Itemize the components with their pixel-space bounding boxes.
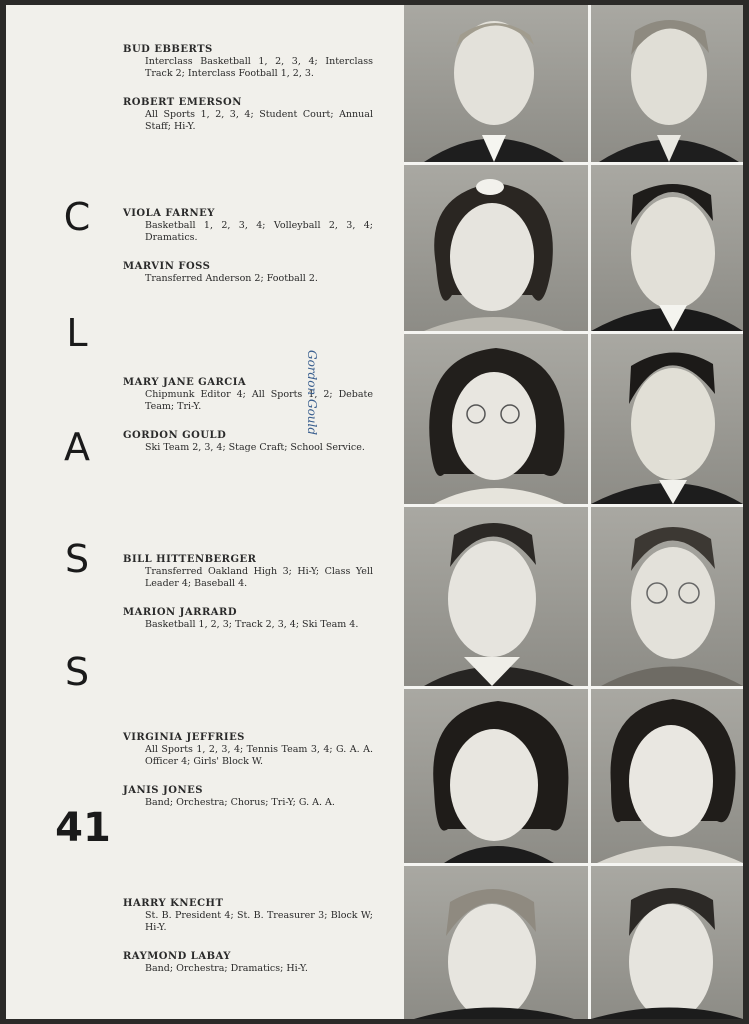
student-name: GORDON GOULD bbox=[123, 430, 227, 441]
handwritten-signature: Gordon Gould bbox=[305, 350, 319, 436]
portrait-photo bbox=[404, 334, 588, 504]
student-entry bbox=[123, 784, 373, 809]
student-name: MARY JANE GARCIA bbox=[123, 377, 247, 388]
student-activities: St. B. President 4; St. B. Treasurer 3; Block W; Hi-Y. bbox=[145, 910, 373, 933]
student-name: BUD EBBERTS bbox=[123, 44, 213, 55]
student-name: JANIS JONES bbox=[123, 785, 203, 796]
student-activities: All Sports 1, 2, 3, 4; Tennis Team 3, 4; G. A. A. Officer 4; Girls' Block W. bbox=[145, 744, 373, 767]
portrait-photo bbox=[404, 866, 588, 1019]
portrait-photo bbox=[591, 165, 743, 331]
student-name: HARRY KNECHT bbox=[123, 898, 224, 909]
student-entry bbox=[123, 207, 373, 244]
student-entry bbox=[123, 606, 373, 631]
yearbook-page bbox=[6, 5, 743, 1019]
portrait-photo bbox=[591, 507, 743, 686]
heading-year: 41 bbox=[55, 805, 111, 851]
student-activities: Band; Orchestra; Dramatics; Hi-Y. bbox=[145, 963, 308, 974]
student-name: ROBERT EMERSON bbox=[123, 97, 242, 108]
heading-letter-c: C bbox=[63, 195, 91, 239]
student-entry bbox=[123, 96, 373, 133]
student-entry bbox=[123, 731, 373, 768]
portrait-photo bbox=[591, 5, 743, 162]
student-entry bbox=[123, 376, 373, 413]
heading-letter-l: L bbox=[66, 311, 88, 355]
student-name: VIRGINIA JEFFRIES bbox=[123, 732, 245, 743]
heading-letter-s1: S bbox=[64, 537, 90, 581]
portrait-photo bbox=[591, 334, 743, 504]
student-activities: All Sports 1, 2, 3, 4; Student Court; Annual Staff; Hi-Y. bbox=[145, 109, 373, 132]
portrait-photo bbox=[404, 5, 588, 162]
heading-letter-s2: S bbox=[64, 650, 90, 694]
student-activities: Band; Orchestra; Chorus; Tri-Y; G. A. A. bbox=[145, 797, 335, 808]
student-activities: Ski Team 2, 3, 4; Stage Craft; School Service. bbox=[145, 442, 365, 453]
student-activities: Transferred Anderson 2; Football 2. bbox=[145, 273, 318, 284]
student-entry bbox=[123, 429, 373, 454]
portrait-photo bbox=[404, 689, 588, 863]
student-name: RAYMOND LABAY bbox=[123, 951, 231, 962]
student-activities: Basketball 1, 2, 3; Track 2, 3, 4; Ski Team 4. bbox=[145, 619, 359, 630]
student-entry bbox=[123, 260, 373, 285]
text-column bbox=[6, 5, 404, 1019]
portrait-grid bbox=[404, 5, 743, 1019]
student-activities: Transferred Oakland High 3; Hi-Y; Class Yell Leader 4; Baseball 4. bbox=[145, 566, 373, 589]
student-entry bbox=[123, 553, 373, 590]
portrait-photo bbox=[404, 165, 588, 331]
student-entry bbox=[123, 897, 373, 934]
portrait-photo bbox=[591, 689, 743, 863]
student-name: VIOLA FARNEY bbox=[123, 208, 215, 219]
student-name: MARION JARRARD bbox=[123, 607, 238, 618]
student-name: MARVIN FOSS bbox=[123, 261, 211, 272]
student-activities: Chipmunk Editor 4; All Sports 1, 2; Debate Team; Tri-Y. bbox=[145, 389, 373, 412]
portrait-photo bbox=[404, 507, 588, 686]
heading-letter-a: A bbox=[64, 425, 90, 469]
student-entry bbox=[123, 43, 373, 80]
student-entry bbox=[123, 950, 373, 975]
student-activities: Basketball 1, 2, 3, 4; Volleyball 2, 3, 4; Dramatics. bbox=[145, 220, 373, 243]
portrait-photo bbox=[591, 866, 743, 1019]
student-activities: Interclass Basketball 1, 2, 3, 4; Interclass Track 2; Interclass Football 1, 2, 3. bbox=[145, 56, 373, 79]
student-name: BILL HITTENBERGER bbox=[123, 554, 257, 565]
